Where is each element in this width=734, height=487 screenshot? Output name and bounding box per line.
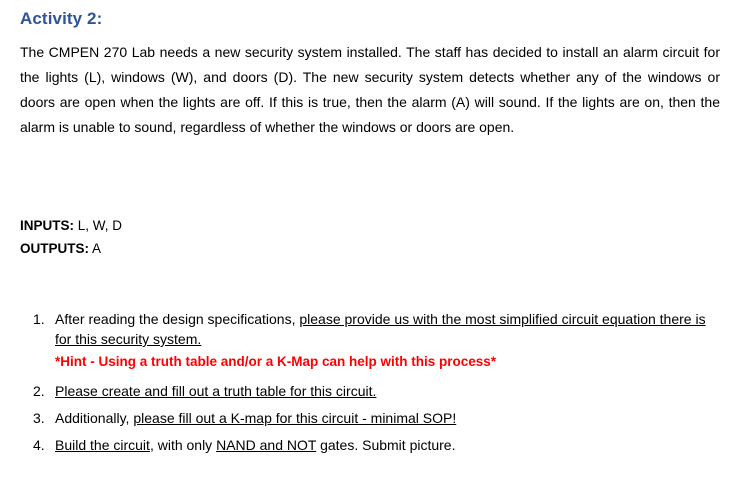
task-underlined-text: please fill out a K-map for this circuit - minimal SOP! [133, 410, 457, 426]
task-number: 4. [33, 437, 45, 453]
inputs-label: INPUTS: [20, 218, 74, 233]
task-item-2 [33, 381, 713, 401]
inputs-line [20, 216, 122, 236]
task-underlined-text: Build the circuit [55, 437, 150, 453]
task-number: 3. [33, 410, 45, 426]
task-text: gates. Submit picture. [316, 437, 456, 453]
task-item-1 [33, 309, 713, 372]
task-text: After reading the design specifications, [55, 311, 300, 327]
hint-text: *Hint - Using a truth table and/or a K-Map can help with this process* [55, 354, 497, 369]
task-item-4 [33, 435, 713, 455]
task-number: 2. [33, 383, 45, 399]
activity-heading: Activity 2: [20, 9, 103, 28]
task-list [33, 309, 713, 455]
outputs-line [20, 239, 101, 259]
intro-paragraph: The CMPEN 270 Lab needs a new security system installed. The staff has decided to install an alarm circuit for the lights (L), windows (W), and doors (D). The new security system detects whether any of the windows or doors are open when the lights are off. If this is true, then the alarm (A) will sound. If the lights are on, then the alarm is unable to sound, regardless of whether the windows or doors are open. [20, 44, 720, 135]
task-number: 1. [33, 311, 45, 327]
task-text: , with only [149, 437, 217, 453]
outputs-label: OUTPUTS: [20, 241, 89, 256]
task-underlined-text: Please create and fill out a truth table for this circuit. [55, 383, 377, 399]
task-text: Additionally, [55, 410, 134, 426]
task-underlined-text: please provide us with the most simplified circuit equation there is for this security system. [55, 311, 706, 347]
task-underlined-text: NAND and NOT [216, 437, 317, 453]
outputs-value: A [89, 241, 102, 256]
task-item-3 [33, 408, 713, 428]
inputs-value: L, W, D [74, 218, 123, 233]
